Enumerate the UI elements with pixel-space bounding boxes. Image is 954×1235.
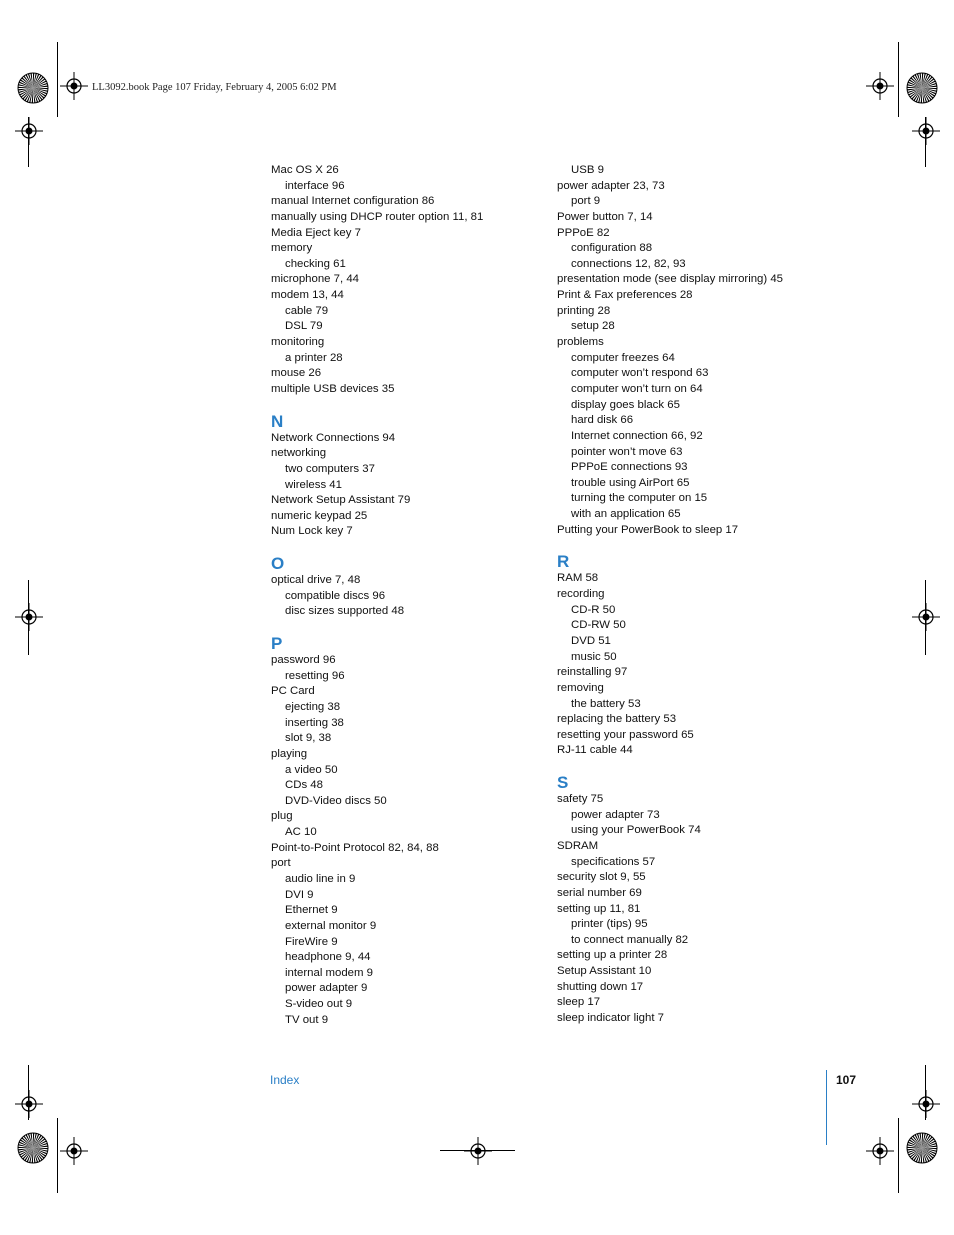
crop-line [898,42,899,117]
index-subentry: DVD-Video discs 50 [285,794,387,807]
index-subentry: power adapter 9 [285,982,368,995]
index-letter-heading: S [557,773,569,793]
registration-mark-icon [912,1090,940,1118]
index-entry: Print & Fax preferences 28 [557,289,693,302]
starburst-mark-icon [17,1132,49,1164]
index-entry: microphone 7, 44 [271,273,360,286]
index-subentry: setup 28 [571,320,615,333]
index-subentry: CD-R 50 [571,603,616,616]
index-subentry: trouble using AirPort 65 [571,476,690,489]
index-entry: playing [271,747,308,760]
starburst-mark-icon [906,1132,938,1164]
index-letter-heading: O [271,554,285,574]
index-subentry: DSL 79 [285,320,323,333]
index-subentry: PPPoE connections 93 [571,461,688,474]
index-subentry: printer (tips) 95 [571,918,648,931]
index-entry: Point-to-Point Protocol 82, 84, 88 [271,841,439,854]
index-entry: plug [271,810,293,823]
index-entry: reinstalling 97 [557,666,628,679]
index-entry: Media Eject key 7 [271,226,361,239]
index-subentry: computer won’t turn on 64 [571,382,703,395]
index-entry: Network Connections 94 [271,431,396,444]
index-entry: Setup Assistant 10 [557,965,652,978]
index-entry: sleep 17 [557,996,601,1009]
registration-mark-icon [866,72,894,100]
index-entry: SDRAM [557,839,599,852]
index-entry: setting up a printer 28 [557,949,668,962]
index-entry: manually using DHCP router option 11, 81 [271,210,484,223]
footer-section-label: Index [270,1073,300,1087]
index-subentry: power adapter 73 [571,808,660,821]
registration-mark-icon [60,72,88,100]
index-column-left [271,163,551,1028]
index-subentry: internal modem 9 [285,966,374,979]
index-subentry: the battery 53 [571,697,641,710]
index-entry: Mac OS X 26 [271,164,339,176]
index-entry: port [271,857,291,870]
index-subentry: checking 61 [285,257,346,270]
registration-mark-icon [15,1090,43,1118]
index-subentry: disc sizes supported 48 [285,605,405,618]
index-entry: PPPoE 82 [557,226,610,239]
footer-divider [826,1070,827,1145]
index-entry: memory [271,242,313,255]
index-subentry: AC 10 [285,826,317,839]
index-entry: recording [557,588,605,601]
index-subentry: specifications 57 [571,855,656,868]
index-subentry: configuration 88 [571,242,653,255]
index-letter-heading: P [271,634,283,654]
registration-mark-icon [866,1137,894,1165]
index-subentry: cable 79 [285,304,329,317]
index-subentry: to connect manually 82 [571,933,689,946]
index-subentry: port 9 [571,195,601,208]
index-entry: Putting your PowerBook to sleep 17 [557,523,739,536]
index-entry: shutting down 17 [557,980,644,993]
index-entry: mouse 26 [271,367,322,380]
starburst-mark-icon [906,72,938,104]
index-entry: numeric keypad 25 [271,509,368,522]
index-entry: security slot 9, 55 [557,871,646,884]
index-entry: modem 13, 44 [271,289,344,302]
index-subentry: pointer won’t move 63 [571,445,683,458]
index-subentry: computer freezes 64 [571,351,675,364]
index-subentry: inserting 38 [285,716,344,729]
index-subentry: Ethernet 9 [285,904,338,917]
index-entry: RJ-11 cable 44 [557,744,633,757]
index-entry: PC Card [271,685,315,698]
index-subentry: two computers 37 [285,462,375,475]
index-entry: RAM 58 [557,572,599,585]
index-entry: Network Setup Assistant 79 [271,494,411,507]
index-subentry: CD-RW 50 [571,619,626,632]
index-subentry: USB 9 [571,164,604,176]
index-entry: problems [557,336,604,349]
index-subentry: ejecting 38 [285,700,341,713]
registration-mark-icon [60,1137,88,1165]
index-subentry: turning the computer on 15 [571,492,708,505]
index-subentry: compatible discs 96 [285,589,386,602]
index-entry: setting up 11, 81 [557,902,641,915]
index-letter-heading: R [557,552,570,572]
index-subentry: slot 9, 38 [285,732,332,745]
index-entry: monitoring [271,336,325,349]
index-subentry: Internet connection 66, 92 [571,429,703,442]
index-subentry: wireless 41 [285,478,342,491]
registration-mark-icon [912,603,940,631]
index-subentry: DVI 9 [285,888,314,901]
index-entry: manual Internet configuration 86 [271,195,435,208]
index-entry: replacing the battery 53 [557,713,677,726]
index-subentry: FireWire 9 [285,935,338,948]
page-number: 107 [836,1073,857,1087]
index-subentry: hard disk 66 [571,414,634,427]
index-subentry: with an application 65 [571,508,681,521]
index-subentry: resetting 96 [285,669,345,682]
crop-line [898,1118,899,1193]
index-entry: resetting your password 65 [557,728,694,741]
index-subentry: TV out 9 [285,1013,329,1026]
print-header-info: LL3092.book Page 107 Friday, February 4, 2005 6:02 PM [92,82,337,93]
index-entry: removing [557,681,604,694]
index-entry: sleep indicator light 7 [557,1012,665,1025]
index-subentry: using your PowerBook 74 [571,824,701,837]
index-subentry: audio line in 9 [285,872,356,885]
index-letter-heading: N [271,411,284,431]
registration-mark-icon [464,1137,492,1165]
index-subentry: a video 50 [285,763,338,776]
registration-mark-icon [15,117,43,145]
index-entry: safety 75 [557,793,604,806]
index-subentry: CDs 48 [285,779,323,792]
index-subentry: computer won’t respond 63 [571,367,709,380]
index-entry: Num Lock key 7 [271,525,353,538]
index-subentry: connections 12, 82, 93 [571,257,686,270]
index-subentry: S-video out 9 [285,998,353,1011]
starburst-mark-icon [17,72,49,104]
index-column-right [557,163,837,1027]
index-entry: password 96 [271,654,336,667]
registration-mark-icon [912,117,940,145]
index-entry: Power button 7, 14 [557,210,653,223]
index-entry: printing 28 [557,304,611,317]
index-entry: multiple USB devices 35 [271,382,395,395]
index-subentry: display goes black 65 [571,398,680,411]
index-subentry: external monitor 9 [285,919,377,932]
index-entry: presentation mode (see display mirroring) 45 [557,273,784,286]
index-entry: power adapter 23, 73 [557,179,665,192]
index-subentry: a printer 28 [285,351,343,364]
index-subentry: DVD 51 [571,634,611,647]
index-entry: serial number 69 [557,886,642,899]
index-subentry: headphone 9, 44 [285,951,371,964]
index-entry: networking [271,447,327,460]
index-subentry: interface 96 [285,179,345,192]
registration-mark-icon [15,603,43,631]
crop-line [57,42,58,117]
crop-line [57,1118,58,1193]
index-subentry: music 50 [571,650,617,663]
index-entry: optical drive 7, 48 [271,574,361,587]
